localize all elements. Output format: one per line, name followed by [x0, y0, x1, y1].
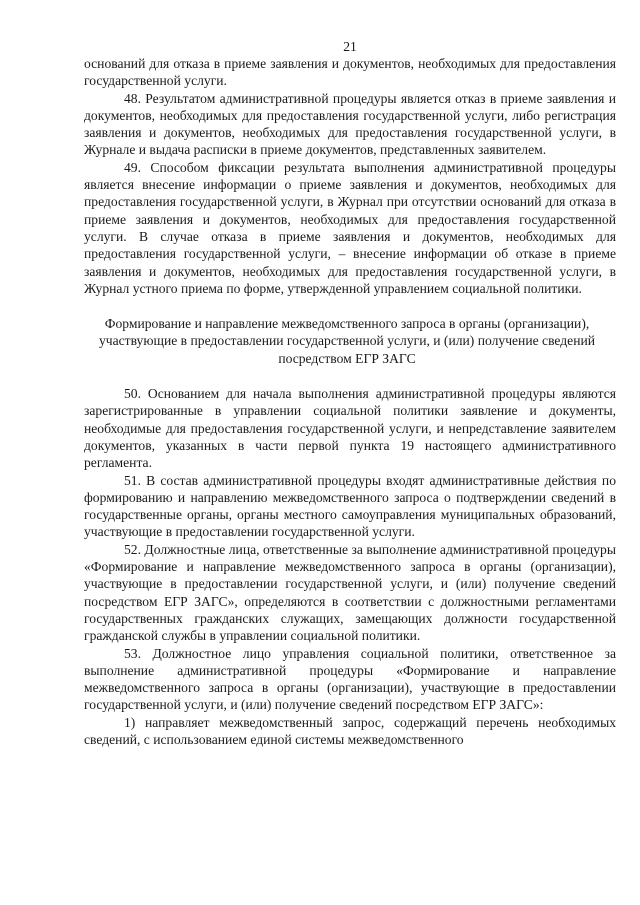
section-heading: Формирование и направление межведомственного запроса в органы (организации), участвующие в предоставлении государственной услуги, и (или) получение сведений посредством ЕГР ЗАГС	[98, 316, 596, 366]
document-page	[84, 36, 616, 748]
paragraph-52: 52. Должностные лица, ответственные за выполнение административной процедуры «Формирование и направление межведомственного запроса в органы (организации), участвующие в предоставлении государственной услуги, и (или) получение сведений посредством ЕГР ЗАГС», определяются в соответствии с должностными регламентами государственных гражданских служащих, замещающих должности государственной гражданской службы в управлении социальной политики.	[84, 541, 616, 644]
paragraph-48: 48. Результатом административной процедуры является отказ в приеме заявления и документов, необходимых для предоставления государственной услуги, либо регистрация заявления и документов, необходимых для предоставления государственной услуги, в Журнале и выдача расписки в приеме документов, представленных заявителем.	[84, 90, 616, 158]
paragraph-49: 49. Способом фиксации результата выполнения административной процедуры является внесение информации о приеме заявления и документов, необходимых для предоставления государственной услуги, в Журнал при отсутствии оснований для отказа в приеме заявления и документов, необходимых для предоставления государственной услуги. В случае отказа в приеме заявления и документов, необходимых для предоставления государственной услуги, – внесение информации об отказе в приеме заявления и документов, необходимых для предоставления государственной услуги, в Журнал устного приема по форме, утвержденной управлением социальной политики.	[84, 159, 616, 296]
paragraph-53: 53. Должностное лицо управления социальной политики, ответственное за выполнение административной процедуры «Формирование и направление межведомственного запроса в органы (организации), участвующие в предоставлении государственной услуги, и (или) получение сведений посредством ЕГР ЗАГС»:	[84, 645, 616, 713]
paragraph-51: 51. В состав административной процедуры входят административные действия по формированию и направлению межведомственного запроса о подтверждении сведений в государственные органы, органы местного самоуправления муниципальных образований, участвующие в предоставлении государственной услуги.	[84, 472, 616, 540]
page-number: 21	[343, 39, 357, 54]
paragraph-50: 50. Основанием для начала выполнения административной процедуры являются зарегистрированные в управлении социальной политики заявление и документы, необходимые для предоставления государственной услуги, и непредставление заявителем документов, указанных в части первой пункта 19 настоящего административного регламента.	[84, 386, 616, 471]
paragraph-53-item-1: 1) направляет межведомственный запрос, содержащий перечень необходимых сведений, с использованием единой системы межведомственного	[84, 714, 616, 747]
paragraph-continuation: оснований для отказа в приеме заявления и документов, необходимых для предоставления государственной услуги.	[84, 56, 616, 89]
